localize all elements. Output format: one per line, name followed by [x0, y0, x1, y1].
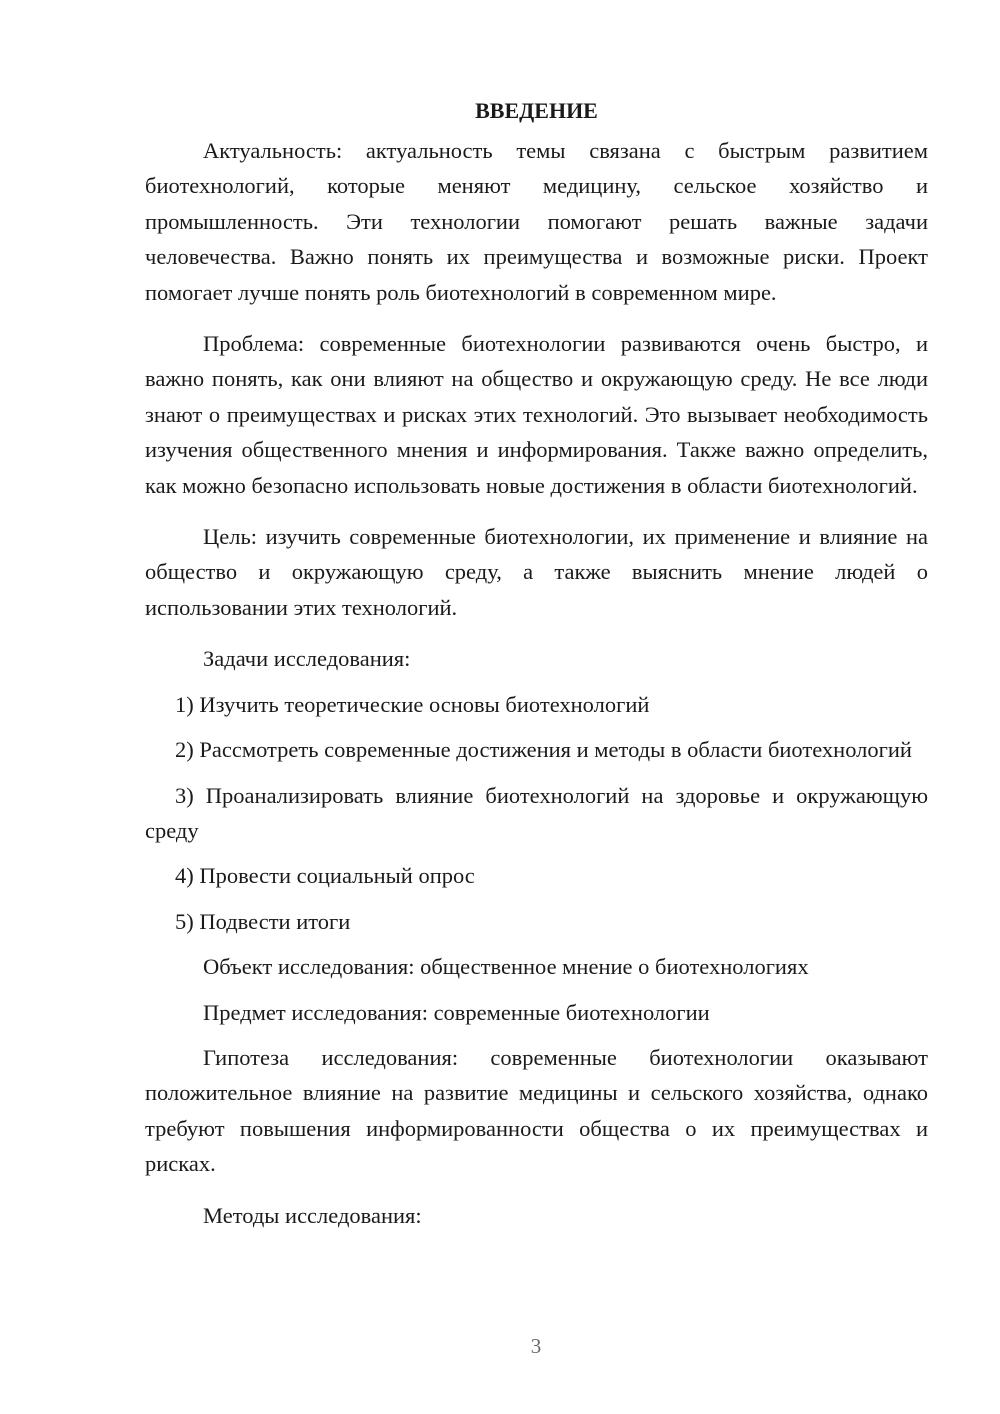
relevance-paragraph: Актуальность: актуальность темы связана с быстрым развитием биотехнологий, которые меняют медицину, сельское хозяйство и промышленность. Эти технологии помогают решать важные задачи человечества. Важно понять их преимущества и возможные риски. Проект помогает лучше понять роль биотехнологий в современном мире.: [145, 138, 928, 305]
tasks-heading: Задачи исследования:: [203, 646, 411, 672]
methods-heading: Методы исследования:: [203, 1202, 422, 1228]
page-number: 3: [530, 1334, 542, 1358]
research-subject: Предмет исследования: современные биотехнологии: [203, 999, 710, 1025]
goal-paragraph: Цель: изучить современные биотехнологии, их применение и влияние на общество и окружающую среду, а также выяснить мнение людей о использовании этих технологий.: [145, 524, 928, 620]
page-title: ВВЕДЕНИЕ: [475, 98, 598, 123]
task-item-5: 5) Подвести итоги: [175, 908, 351, 934]
problem-paragraph: Проблема: современные биотехнологии развиваются очень быстро, и важно понять, как они влияют на общество и окружающую среду. Не все люди знают о преимуществах и рисках этих технологий. Это вызывает необходимость изучения общественного мнения и информирования. Также важно определить, как можно безопасно использовать новые достижения в области биотехнологий.: [145, 331, 928, 498]
document-body: [145, 98, 928, 1243]
task-item-1: 1) Изучить теоретические основы биотехнологий: [175, 691, 650, 717]
task-item-3: 3) Проанализировать влияние биотехнологий на здоровье и окружающую среду: [145, 782, 928, 843]
task-item-4: 4) Провести социальный опрос: [175, 863, 475, 889]
task-item-2: 2) Рассмотреть современные достижения и методы в области биотехнологий: [175, 737, 912, 763]
hypothesis-paragraph: Гипотеза исследования: современные биотехнологии оказывают положительное влияние на развитие медицины и сельского хозяйства, однако требуют повышения информированности общества о их преимуществах и рисках.: [145, 1044, 928, 1177]
research-object: Объект исследования: общественное мнение о биотехнологиях: [203, 954, 809, 980]
